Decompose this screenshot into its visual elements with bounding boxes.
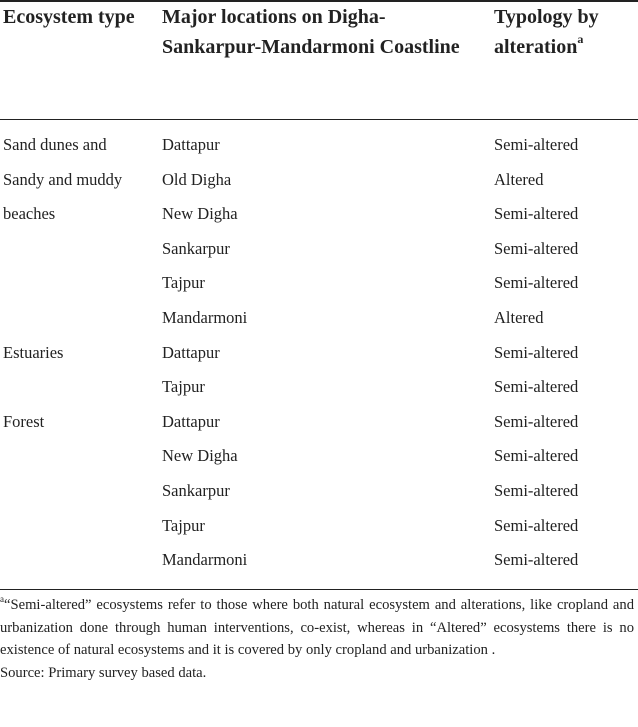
table-bottom-rule: [0, 589, 638, 590]
cell-typology: Semi-altered: [494, 480, 579, 500]
cell-typology: Semi-altered: [494, 515, 579, 535]
table-row: [0, 509, 638, 544]
table-header-rule: [0, 119, 638, 120]
table-row: [0, 336, 638, 371]
header-typology-text: Typology by alteration: [494, 6, 599, 58]
cell-location: Sankarpur: [162, 238, 230, 258]
header-major-locations: Major locations on Digha-Sankarpur-Mandarmoni Coastline: [162, 6, 460, 58]
cell-location: Tajpur: [162, 273, 205, 293]
table-row: [0, 197, 638, 232]
header-typology: [494, 2, 638, 62]
table-row: [0, 266, 638, 301]
header-typology-footnote-marker: a: [577, 32, 584, 47]
cell-location: Tajpur: [162, 377, 205, 397]
cell-typology: Semi-altered: [494, 411, 579, 431]
table-row: [0, 543, 638, 578]
cell-ecosystem: Forest: [3, 411, 45, 431]
cell-location: Old Digha: [162, 169, 232, 189]
cell-typology: Semi-altered: [494, 377, 579, 397]
cell-typology: Semi-altered: [494, 238, 579, 258]
cell-location: Mandarmoni: [162, 307, 248, 327]
cell-location: Dattapur: [162, 135, 220, 154]
cell-typology: Semi-altered: [494, 550, 579, 570]
cell-ecosystem: beaches: [3, 204, 56, 224]
cell-typology: Semi-altered: [494, 446, 579, 466]
table-row: [0, 405, 638, 440]
table-row: [0, 439, 638, 474]
cell-typology: Semi-altered: [494, 273, 579, 293]
cell-typology: Altered: [494, 169, 544, 189]
cell-typology: Altered: [494, 307, 544, 327]
cell-location: New Digha: [162, 446, 238, 466]
cell-ecosystem: Sand dunes and: [3, 135, 107, 154]
source-note: Source: Primary survey based data.: [0, 664, 207, 681]
footnote-marker: a: [0, 594, 4, 605]
header-ecosystem-type: Ecosystem type: [3, 6, 135, 28]
table-row: [0, 370, 638, 405]
footnote: [0, 594, 634, 662]
cell-location: New Digha: [162, 204, 238, 224]
cell-location: Sankarpur: [162, 480, 230, 500]
table-row: [0, 232, 638, 267]
cell-typology: Semi-altered: [494, 135, 579, 154]
table-body: [0, 128, 638, 578]
cell-typology: Semi-altered: [494, 204, 579, 224]
cell-location: Dattapur: [162, 411, 220, 431]
table-row: [0, 163, 638, 198]
cell-ecosystem: Estuaries: [3, 342, 64, 362]
cell-location: Dattapur: [162, 342, 220, 362]
table-row: [0, 301, 638, 336]
cell-location: Tajpur: [162, 515, 205, 535]
cell-typology: Semi-altered: [494, 342, 579, 362]
footnote-text: “Semi-altered” ecosystems refer to those where both natural ecosystem and alterations, like cropland and urbanization done through human interventions, co-exist, whereas in “Altered” ecosystems there is no existence of natural ecosystems and it is covered by only cropland and urbanization .: [0, 597, 634, 658]
table-row: [0, 128, 638, 163]
cell-location: Mandarmoni: [162, 550, 248, 570]
table-footer: [0, 594, 634, 684]
table-row: [0, 474, 638, 509]
cell-ecosystem: Sandy and muddy: [3, 169, 123, 189]
